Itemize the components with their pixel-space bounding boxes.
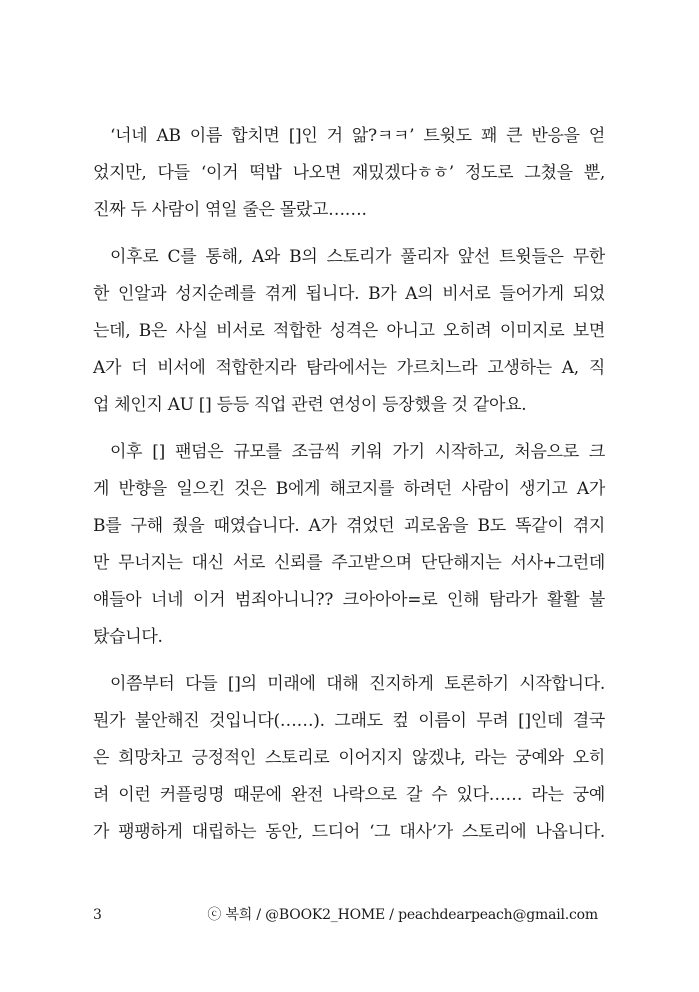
text-line: 한 인알과 성지순례를 겪게 됩니다. B가 A의 비서로 들어가게 되었	[93, 284, 605, 304]
text-line: 게 반향을 일으킨 것은 B에게 해코지를 하려던 사람이 생기고 A가	[93, 479, 605, 499]
document-body	[93, 118, 605, 861]
text-line: A가 더 비서에 적합한지라 탐라에서는 가르치느라 고생하는 A, 직	[93, 358, 605, 378]
text-line: 은 희망차고 긍정적인 스토리로 이어지지 않겠냐, 라는 궁예와 오히	[93, 748, 605, 768]
text-line: 었지만, 다들 ‘이거 떡밥 나오면 재밌겠다ㅎㅎ’ 정도로 그쳤을 뿐,	[93, 163, 605, 183]
text-line: 이후 [] 팬덤은 규모를 조금씩 키워 가기 시작하고, 처음으로 크	[110, 442, 605, 462]
page-number: 3	[93, 907, 102, 923]
text-line: B를 구해 줬을 때였습니다. A가 겪었던 괴로움을 B도 똑같이 겪지	[93, 516, 605, 536]
text-line: 진짜 두 사람이 엮일 줄은 몰랐고…….	[93, 200, 367, 220]
paragraph-4	[93, 666, 605, 851]
text-line: 업 체인지 AU [] 등등 직업 관련 연성이 등장했을 것 같아요.	[93, 395, 527, 415]
text-line: 얘들아 너네 이거 범죄아니니?? 크아아아=로 인해 탐라가 활활 불	[93, 590, 605, 610]
text-line: 가 팽팽하게 대립하는 동안, 드디어 ‘그 대사’가 스토리에 나옵니다.	[93, 822, 605, 842]
text-line: 이후로 C를 통해, A와 B의 스토리가 풀리자 앞선 트윗들은 무한	[110, 247, 605, 267]
text-line: 는데, B은 사실 비서로 적합한 성격은 아니고 오히려 이미지로 보면	[93, 321, 605, 341]
text-line: 려 이런 커플링명 때문에 완전 나락으로 갈 수 있다…… 라는 궁예	[93, 785, 605, 805]
text-line: 만 무너지는 대신 서로 신뢰를 주고받으며 단단해지는 서사+그런데	[93, 553, 605, 573]
paragraph-1	[93, 118, 605, 229]
paragraph-3	[93, 434, 605, 656]
copyright-credit: ⓒ 복희 / @BOOK2_HOME / peachdearpeach@gmail.com	[207, 907, 598, 923]
text-line: 탔습니다.	[93, 627, 163, 647]
text-line: 뭔가 불안해진 것입니다(……). 그래도 컾 이름이 무려 []인데 결국	[93, 711, 605, 731]
page-footer	[93, 904, 605, 926]
paragraph-2	[93, 239, 605, 424]
text-line: ‘너네 AB 이름 합치면 []인 거 앎?ㅋㅋ’ 트윗도 꽤 큰 반응을 얻	[110, 126, 605, 146]
text-line: 이쯤부터 다들 []의 미래에 대해 진지하게 토론하기 시작합니다.	[110, 674, 605, 694]
